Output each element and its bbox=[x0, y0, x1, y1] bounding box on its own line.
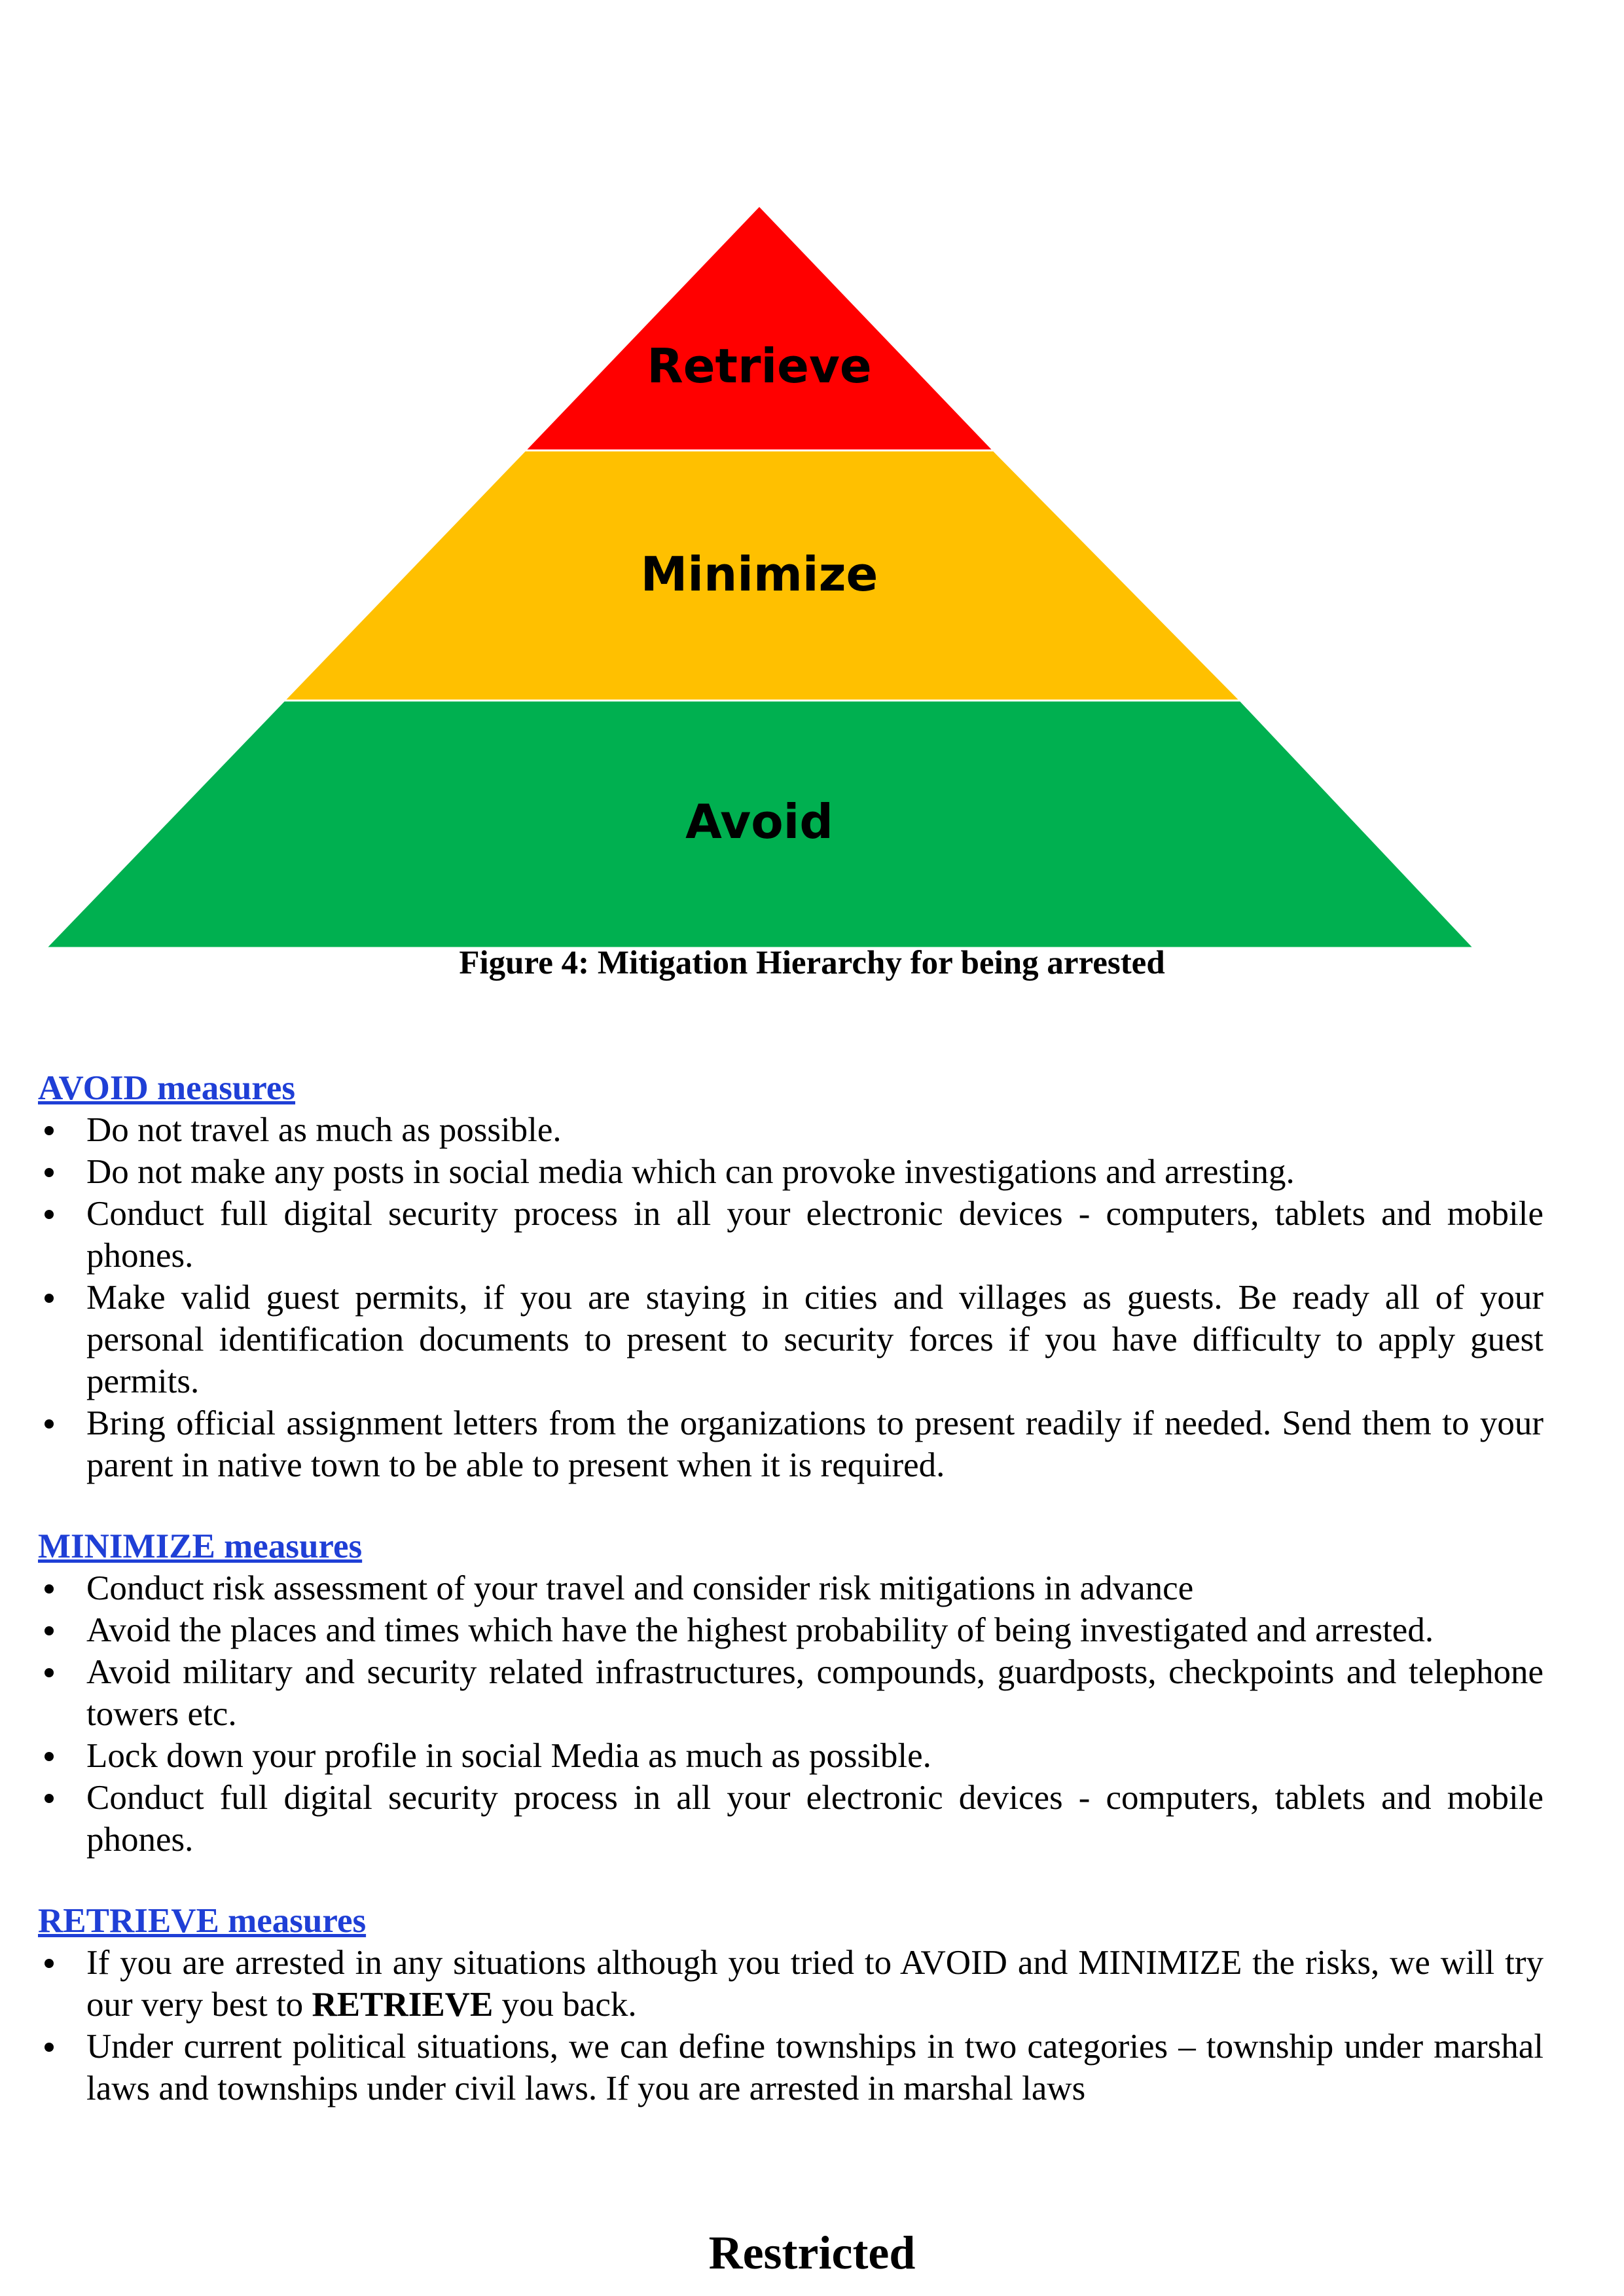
minimize-heading: MINIMIZE measures bbox=[38, 1527, 363, 1565]
avoid-section bbox=[38, 1067, 1543, 1486]
pyramid-label-avoid: Avoid bbox=[685, 794, 833, 849]
document-body bbox=[38, 1067, 1543, 2149]
retrieve-item-text-start: If you are arrested in any situations although you tried to AVOID and MINIMIZE the risks, we will try our very best to bbox=[86, 1944, 1543, 2024]
pyramid-label-retrieve: Retrieve bbox=[647, 338, 872, 393]
mitigation-pyramid bbox=[0, 0, 1624, 969]
list-item: Do not travel as much as possible. bbox=[38, 1109, 1543, 1151]
retrieve-list bbox=[38, 1942, 1543, 2109]
list-item: Avoid the places and times which have the highest probability of being investigated and arrested. bbox=[38, 1609, 1543, 1651]
list-item: Conduct full digital security process in all your electronic devices - computers, tablets and mobile phones. bbox=[38, 1777, 1543, 1861]
retrieve-heading: RETRIEVE measures bbox=[38, 1902, 367, 1940]
list-item: Under current political situations, we can define townships in two categories – township under marshal laws and townships under civil laws. If you are arrested in marshal laws bbox=[38, 2026, 1543, 2109]
retrieve-item-text-end: you back. bbox=[493, 1986, 637, 2024]
list-item: Bring official assignment letters from the organizations to present readily if needed. Send them to your parent in native town to be able to present when it is required. bbox=[38, 1402, 1543, 1486]
pyramid-tier-retrieve bbox=[525, 206, 994, 450]
retrieve-emphasis: RETRIEVE bbox=[312, 1986, 494, 2024]
classification-footer: Restricted bbox=[708, 2227, 916, 2279]
minimize-section bbox=[38, 1525, 1543, 1861]
avoid-list bbox=[38, 1109, 1543, 1486]
list-item: Conduct risk assessment of your travel and consider risk mitigations in advance bbox=[38, 1567, 1543, 1609]
list-item: Make valid guest permits, if you are staying in cities and villages as guests. Be ready all of your personal identification documents to present to security forces if you have difficulty to apply guest permits. bbox=[38, 1277, 1543, 1402]
minimize-list bbox=[38, 1567, 1543, 1861]
figure-caption: Figure 4: Mitigation Hierarchy for being arrested bbox=[459, 945, 1165, 981]
list-item: Avoid military and security related infrastructures, compounds, guardposts, checkpoints and telephone towers etc. bbox=[38, 1651, 1543, 1735]
pyramid-label-minimize: Minimize bbox=[640, 547, 878, 602]
list-item: Lock down your profile in social Media as much as possible. bbox=[38, 1735, 1543, 1777]
list-item bbox=[38, 1942, 1543, 2026]
list-item: Do not make any posts in social media which can provoke investigations and arresting. bbox=[38, 1151, 1543, 1193]
avoid-heading: AVOID measures bbox=[38, 1069, 296, 1107]
retrieve-section bbox=[38, 1900, 1543, 2109]
list-item: Conduct full digital security process in all your electronic devices - computers, tablets and mobile phones. bbox=[38, 1193, 1543, 1277]
